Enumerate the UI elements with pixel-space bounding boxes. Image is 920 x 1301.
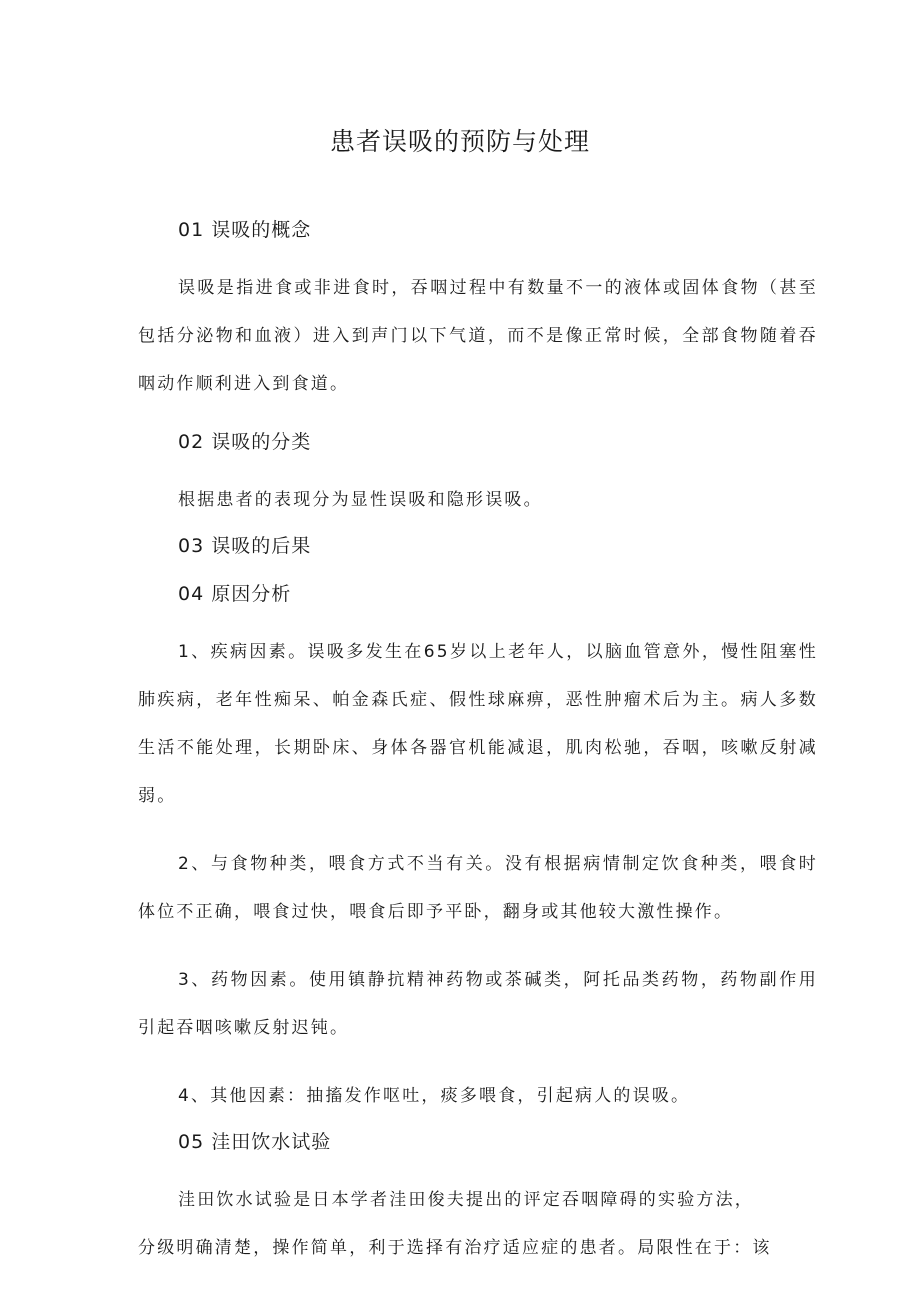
- paragraph-concept: 误吸是指进食或非进食时，吞咽过程中有数量不一的液体或固体食物（甚至包括分泌物和血液）进入到声门以下气道，而不是像正常时候，全部食物随着吞咽动作顺利进入到食道。: [138, 278, 818, 394]
- section-heading-water-test: 05 洼田饮水试验: [178, 1131, 332, 1153]
- section-heading-classification: 02 误吸的分类: [178, 431, 312, 453]
- document-title: 患者误吸的预防与处理: [329, 127, 590, 156]
- section-heading-consequences: 03 误吸的后果: [178, 535, 312, 557]
- paragraph-water-test-2: 分级明确清楚，操作简单，利于选择有治疗适应症的患者。局限性在于：该: [138, 1238, 772, 1258]
- paragraph-drug-factors: 3、药物因素。使用镇静抗精神药物或茶碱类，阿托品类药物，药物副作用引起吞咽咳嗽反射迟钝。: [138, 970, 818, 1038]
- section-heading-concept: 01 误吸的概念: [178, 219, 312, 241]
- paragraph-other-factors: 4、其他因素：抽搐发作呕吐，痰多喂食，引起病人的误吸。: [178, 1086, 691, 1106]
- paragraph-water-test-1: 洼田饮水试验是日本学者洼田俊夫提出的评定吞咽障碍的实验方法，: [178, 1190, 754, 1210]
- paragraph-disease-factors: 1、疾病因素。误吸多发生在65岁以上老年人，以脑血管意外，慢性阻塞性肺疾病，老年性痴呆、帕金森氏症、假性球麻痹，恶性肿瘤术后为主。病人多数生活不能处理，长期卧床、身体各器官机能减退，肌肉松驰，吞咽，咳嗽反射减弱。: [138, 642, 818, 806]
- document-body: [138, 216, 818, 1292]
- paragraph-classification: 根据患者的表现分为显性误吸和隐形误吸。: [178, 490, 543, 510]
- section-heading-cause-analysis: 04 原因分析: [178, 583, 292, 605]
- paragraph-food-factors: 2、与食物种类，喂食方式不当有关。没有根据病情制定饮食种类，喂食时体位不正确，喂食过快，喂食后即予平卧，翻身或其他较大激性操作。: [138, 854, 818, 922]
